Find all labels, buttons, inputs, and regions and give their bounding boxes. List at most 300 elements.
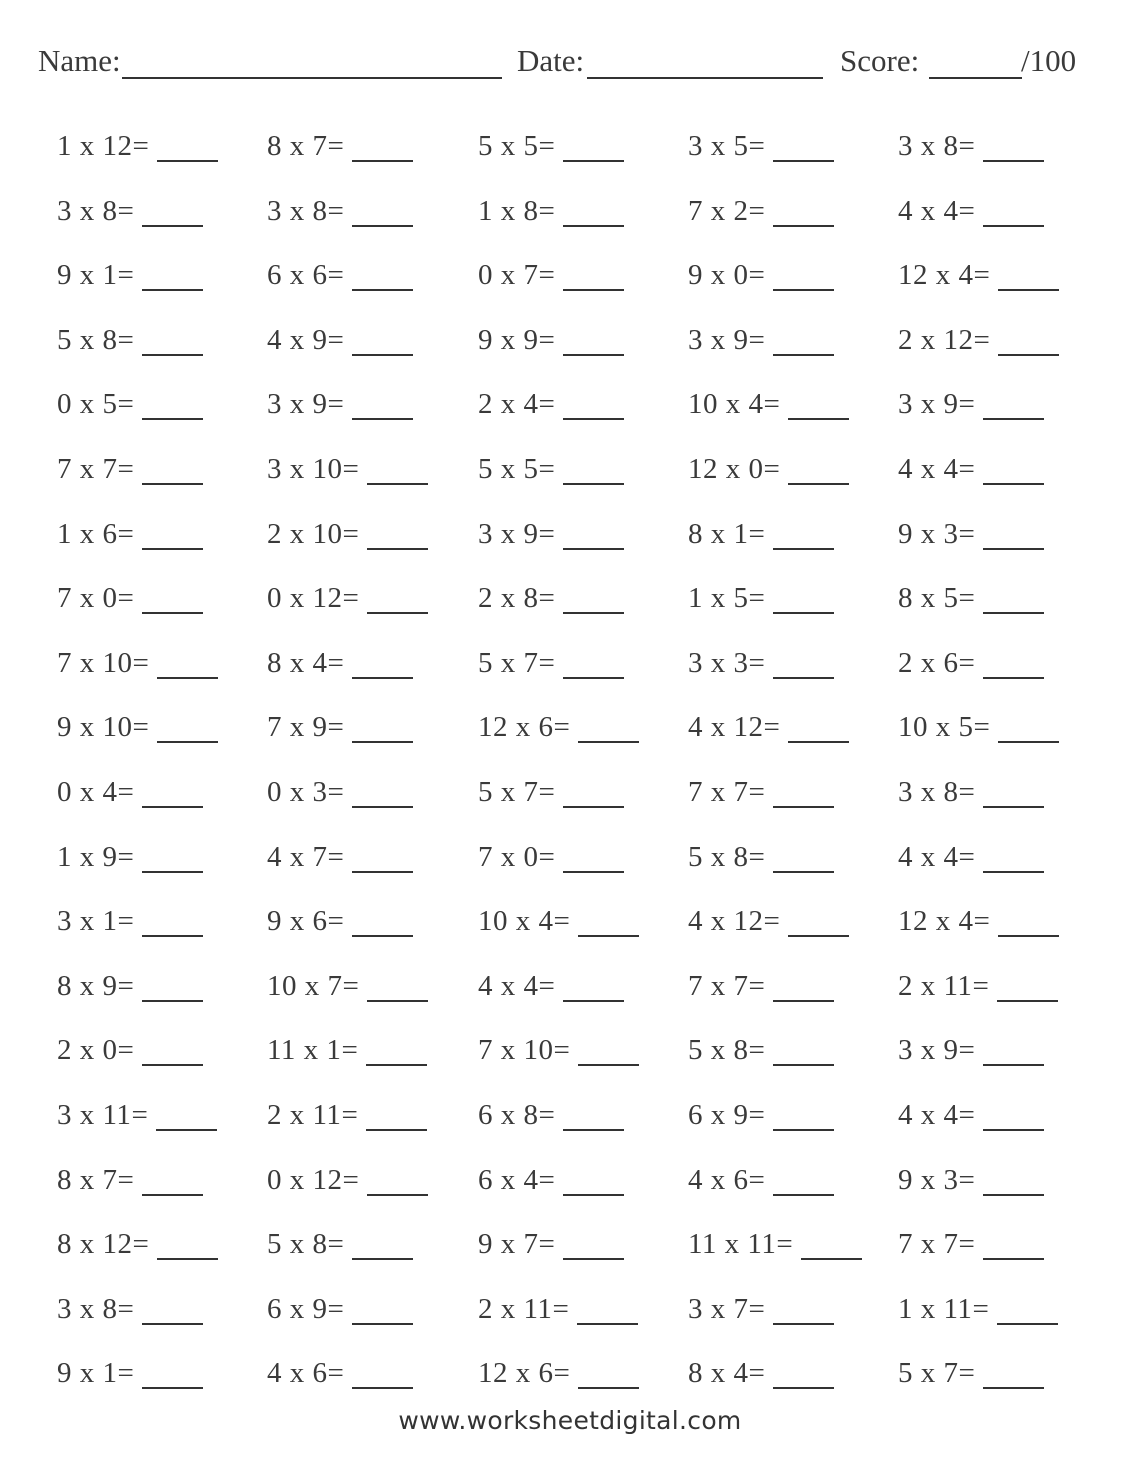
problem-item (57, 633, 257, 679)
problem-expression: 4 x 4 (898, 1099, 959, 1131)
equals-sign: = (776, 1228, 794, 1261)
problem-item (57, 1020, 257, 1067)
problem-expression: 6 x 4 (478, 1163, 539, 1196)
answer-blank[interactable] (998, 289, 1059, 291)
answer-blank[interactable] (563, 677, 624, 679)
answer-blank[interactable] (352, 935, 413, 937)
problem-item (57, 956, 257, 1002)
equals-sign: = (958, 582, 976, 615)
problem-item (688, 956, 888, 1002)
equals-sign: = (117, 905, 135, 938)
answer-blank[interactable] (983, 418, 1044, 420)
answer-blank[interactable] (773, 225, 834, 227)
answer-blank[interactable] (352, 354, 413, 356)
answer-blank[interactable] (142, 1000, 203, 1002)
equals-sign: = (117, 776, 135, 808)
equals-sign: = (748, 840, 766, 873)
problem-item (478, 1020, 678, 1067)
problem-expression: 3 x 10 (267, 453, 343, 485)
answer-blank[interactable] (998, 741, 1059, 743)
problem-expression: 3 x 7 (688, 1292, 749, 1325)
problem-item (688, 1214, 888, 1261)
problem-expression: 10 x 4 (478, 905, 554, 938)
answer-blank[interactable] (142, 225, 203, 227)
problem-grid (0, 100, 1140, 1390)
problem-item (267, 1150, 467, 1196)
equals-sign: = (132, 646, 150, 679)
date-line[interactable] (587, 77, 823, 79)
answer-blank[interactable] (788, 418, 849, 420)
problem-expression: 2 x 0 (57, 1034, 118, 1067)
answer-blank[interactable] (142, 935, 203, 937)
equals-sign: = (327, 388, 345, 421)
problem-item (267, 827, 467, 873)
equals-sign: = (538, 582, 556, 615)
problem-expression: 10 x 4 (688, 388, 764, 421)
problem-item (267, 633, 467, 679)
equals-sign: = (973, 711, 991, 744)
answer-blank[interactable] (367, 1194, 428, 1196)
equals-sign: = (553, 905, 571, 938)
equals-sign: = (748, 323, 766, 356)
answer-blank[interactable] (563, 160, 624, 162)
answer-blank[interactable] (983, 1387, 1044, 1389)
score-label: Score: (840, 43, 920, 78)
problem-item (478, 891, 678, 938)
problem-item (57, 1343, 257, 1390)
problem-item (267, 116, 467, 162)
problem-item (57, 891, 257, 938)
problem-item (478, 116, 678, 162)
equals-sign: = (763, 388, 781, 421)
problem-item (898, 1214, 1098, 1261)
problem-expression: 4 x 12 (688, 905, 764, 938)
problem-item (688, 245, 888, 292)
score-field (840, 43, 1100, 83)
equals-sign: = (117, 1292, 135, 1325)
answer-blank[interactable] (773, 871, 834, 873)
equals-sign: = (748, 259, 766, 292)
problem-expression: 4 x 4 (898, 194, 959, 227)
problem-item (267, 310, 467, 356)
answer-blank[interactable] (352, 160, 413, 162)
problem-item (478, 374, 678, 421)
answer-blank[interactable] (983, 871, 1044, 873)
answer-blank[interactable] (352, 677, 413, 679)
problem-item (478, 310, 678, 356)
problem-item (478, 1343, 678, 1390)
answer-blank[interactable] (773, 612, 834, 614)
problem-item (267, 504, 467, 550)
name-label: Name: (38, 43, 121, 78)
problem-expression: 5 x 5 (478, 453, 539, 485)
problem-expression: 3 x 9 (688, 323, 749, 356)
problem-item (688, 568, 888, 615)
problem-item (57, 439, 257, 485)
equals-sign: = (538, 323, 556, 356)
answer-blank[interactable] (142, 612, 203, 614)
problem-expression: 4 x 4 (898, 453, 959, 485)
answer-blank[interactable] (773, 677, 834, 679)
equals-sign: = (117, 453, 135, 485)
answer-blank[interactable] (563, 354, 624, 356)
problem-expression: 9 x 0 (688, 259, 749, 292)
problem-expression: 2 x 11 (267, 1099, 342, 1131)
answer-blank[interactable] (563, 612, 624, 614)
name-line[interactable] (122, 77, 502, 79)
answer-blank[interactable] (142, 548, 203, 550)
answer-blank[interactable] (157, 1258, 218, 1260)
answer-blank[interactable] (997, 1000, 1058, 1002)
answer-blank[interactable] (142, 1323, 203, 1325)
answer-blank[interactable] (577, 1323, 638, 1325)
problem-item (898, 1020, 1098, 1067)
equals-sign: = (538, 776, 556, 808)
problem-expression: 12 x 4 (898, 905, 974, 938)
equals-sign: = (748, 130, 766, 162)
problem-item (898, 1343, 1098, 1390)
equals-sign: = (763, 711, 781, 744)
equals-sign: = (553, 1357, 571, 1390)
answer-blank[interactable] (773, 289, 834, 291)
equals-sign: = (973, 323, 991, 356)
problem-expression: 3 x 8 (898, 776, 959, 808)
answer-blank[interactable] (563, 871, 624, 873)
answer-blank[interactable] (352, 1323, 413, 1325)
answer-blank[interactable] (773, 354, 834, 356)
equals-sign: = (117, 517, 135, 550)
equals-sign: = (538, 453, 556, 485)
answer-blank[interactable] (983, 612, 1044, 614)
problem-item (267, 891, 467, 938)
problem-item (478, 245, 678, 292)
answer-blank[interactable] (142, 354, 203, 356)
answer-blank[interactable] (563, 225, 624, 227)
problem-expression: 4 x 4 (898, 840, 959, 873)
equals-sign: = (117, 259, 135, 292)
problem-item (478, 1085, 678, 1131)
problem-expression: 4 x 7 (267, 840, 328, 873)
problem-expression: 0 x 4 (57, 776, 118, 808)
answer-blank[interactable] (563, 483, 624, 485)
answer-blank[interactable] (983, 1194, 1044, 1196)
problem-expression: 3 x 9 (478, 517, 539, 550)
problem-item (267, 762, 467, 808)
answer-blank[interactable] (563, 1258, 624, 1260)
answer-blank[interactable] (157, 741, 218, 743)
equals-sign: = (327, 259, 345, 292)
answer-blank[interactable] (367, 1000, 428, 1002)
answer-blank[interactable] (773, 1194, 834, 1196)
problem-expression: 3 x 1 (57, 905, 118, 938)
equals-sign: = (327, 1292, 345, 1325)
problem-expression: 3 x 8 (57, 194, 118, 227)
equals-sign: = (973, 259, 991, 292)
answer-blank[interactable] (983, 548, 1044, 550)
answer-blank[interactable] (352, 1387, 413, 1389)
problem-expression: 1 x 12 (57, 130, 133, 162)
answer-blank[interactable] (563, 1194, 624, 1196)
problem-item (57, 504, 257, 550)
answer-blank[interactable] (983, 677, 1044, 679)
answer-blank[interactable] (578, 935, 639, 937)
answer-blank[interactable] (352, 418, 413, 420)
problem-expression: 7 x 10 (478, 1034, 554, 1067)
answer-blank[interactable] (142, 1194, 203, 1196)
equals-sign: = (538, 646, 556, 679)
problem-expression: 3 x 9 (267, 388, 328, 421)
problem-item (898, 1085, 1098, 1131)
problem-expression: 0 x 3 (267, 776, 328, 808)
problem-item (688, 633, 888, 679)
problem-expression: 7 x 7 (898, 1228, 959, 1261)
problem-item (478, 633, 678, 679)
problem-expression: 12 x 6 (478, 711, 554, 744)
problem-expression: 11 x 1 (267, 1034, 342, 1067)
answer-blank[interactable] (773, 1129, 834, 1131)
problem-expression: 3 x 11 (57, 1099, 132, 1131)
problem-expression: 3 x 5 (688, 130, 749, 162)
answer-blank[interactable] (773, 1387, 834, 1389)
answer-blank[interactable] (773, 160, 834, 162)
problem-expression: 3 x 8 (898, 130, 959, 162)
answer-blank[interactable] (788, 741, 849, 743)
answer-blank[interactable] (773, 1064, 834, 1066)
answer-blank[interactable] (352, 225, 413, 227)
equals-sign: = (958, 1099, 976, 1131)
problem-item (267, 956, 467, 1002)
problem-item (267, 439, 467, 485)
answer-blank[interactable] (352, 289, 413, 291)
equals-sign: = (327, 646, 345, 679)
problem-expression: 2 x 11 (898, 969, 973, 1002)
answer-blank[interactable] (366, 1129, 427, 1131)
problem-expression: 2 x 10 (267, 517, 343, 550)
answer-blank[interactable] (367, 548, 428, 550)
answer-blank[interactable] (563, 1000, 624, 1002)
problem-item (57, 568, 257, 615)
equals-sign: = (748, 1163, 766, 1196)
problem-expression: 2 x 4 (478, 388, 539, 421)
problem-item (267, 181, 467, 227)
equals-sign: = (538, 130, 556, 162)
problem-item (688, 1343, 888, 1390)
answer-blank[interactable] (773, 806, 834, 808)
equals-sign: = (327, 776, 345, 808)
problem-item (57, 116, 257, 162)
answer-blank[interactable] (563, 1129, 624, 1131)
equals-sign: = (327, 323, 345, 356)
problem-expression: 4 x 9 (267, 323, 328, 356)
problem-expression: 2 x 12 (898, 323, 974, 356)
equals-sign: = (958, 388, 976, 421)
answer-blank[interactable] (367, 483, 428, 485)
answer-blank[interactable] (157, 160, 218, 162)
problem-item (57, 827, 257, 873)
answer-blank[interactable] (142, 1387, 203, 1389)
answer-blank[interactable] (563, 418, 624, 420)
equals-sign: = (958, 840, 976, 873)
problem-expression: 8 x 1 (688, 517, 749, 550)
problem-item (267, 1343, 467, 1390)
answer-blank[interactable] (142, 483, 203, 485)
problem-item (267, 697, 467, 744)
equals-sign: = (117, 388, 135, 421)
problem-item (688, 891, 888, 938)
problem-expression: 10 x 5 (898, 711, 974, 744)
answer-blank[interactable] (788, 483, 849, 485)
answer-blank[interactable] (983, 483, 1044, 485)
problem-item (478, 439, 678, 485)
problem-expression: 12 x 4 (898, 259, 974, 292)
equals-sign: = (538, 1099, 556, 1131)
equals-sign: = (132, 711, 150, 744)
equals-sign: = (132, 130, 150, 162)
problem-expression: 9 x 9 (478, 323, 539, 356)
problem-expression: 7 x 7 (688, 776, 749, 808)
problem-expression: 0 x 12 (267, 1163, 343, 1196)
problem-expression: 8 x 7 (57, 1163, 118, 1196)
footer-url: www.worksheetdigital.com (398, 1406, 742, 1435)
answer-blank[interactable] (142, 806, 203, 808)
problem-item (478, 827, 678, 873)
equals-sign: = (117, 1357, 135, 1390)
problem-item (688, 697, 888, 744)
answer-blank[interactable] (983, 160, 1044, 162)
problem-item (688, 504, 888, 550)
answer-blank[interactable] (773, 548, 834, 550)
answer-blank[interactable] (563, 548, 624, 550)
problem-expression: 1 x 11 (898, 1292, 973, 1325)
problem-expression: 3 x 9 (898, 388, 959, 421)
equals-sign: = (958, 646, 976, 679)
problem-expression: 4 x 6 (267, 1357, 328, 1390)
answer-blank[interactable] (352, 871, 413, 873)
problem-item (57, 697, 257, 744)
answer-blank[interactable] (983, 1129, 1044, 1131)
equals-sign: = (341, 1099, 359, 1131)
equals-sign: = (327, 1357, 345, 1390)
problem-item (478, 1214, 678, 1261)
problem-item (898, 181, 1098, 227)
problem-item (57, 1085, 257, 1131)
equals-sign: = (958, 1034, 976, 1067)
equals-sign: = (327, 840, 345, 873)
answer-blank[interactable] (998, 354, 1059, 356)
answer-blank[interactable] (801, 1258, 862, 1260)
equals-sign: = (117, 323, 135, 356)
score-total: /100 (1021, 43, 1077, 78)
answer-blank[interactable] (563, 289, 624, 291)
problem-item (57, 1279, 257, 1325)
worksheet-header (0, 0, 1140, 100)
equals-sign: = (972, 1292, 990, 1325)
answer-blank[interactable] (578, 1387, 639, 1389)
problem-item (688, 827, 888, 873)
equals-sign: = (763, 905, 781, 938)
answer-blank[interactable] (142, 1064, 203, 1066)
equals-sign: = (552, 1292, 570, 1325)
problem-item (267, 374, 467, 421)
problem-item (267, 1279, 467, 1325)
answer-blank[interactable] (367, 612, 428, 614)
problem-expression: 5 x 8 (57, 323, 118, 356)
equals-sign: = (958, 517, 976, 550)
equals-sign: = (342, 517, 360, 550)
answer-blank[interactable] (983, 1064, 1044, 1066)
problem-expression: 5 x 8 (688, 840, 749, 873)
equals-sign: = (748, 1099, 766, 1131)
problem-expression: 7 x 2 (688, 194, 749, 227)
answer-blank[interactable] (983, 1258, 1044, 1260)
equals-sign: = (327, 130, 345, 162)
answer-blank[interactable] (578, 741, 639, 743)
equals-sign: = (342, 1163, 360, 1196)
problem-expression: 8 x 9 (57, 969, 118, 1002)
problem-item (57, 1214, 257, 1261)
answer-blank[interactable] (352, 741, 413, 743)
answer-blank[interactable] (563, 806, 624, 808)
problem-expression: 6 x 9 (267, 1292, 328, 1325)
answer-blank[interactable] (142, 289, 203, 291)
answer-blank[interactable] (156, 1129, 217, 1131)
equals-sign: = (342, 969, 360, 1002)
equals-sign: = (973, 905, 991, 938)
equals-sign: = (538, 194, 556, 227)
answer-blank[interactable] (983, 225, 1044, 227)
equals-sign: = (958, 1228, 976, 1261)
problem-item (267, 1085, 467, 1131)
problem-item (898, 504, 1098, 550)
answer-blank[interactable] (578, 1064, 639, 1066)
problem-expression: 9 x 7 (478, 1228, 539, 1261)
problem-expression: 6 x 8 (478, 1099, 539, 1131)
equals-sign: = (748, 776, 766, 808)
problem-expression: 8 x 4 (688, 1357, 749, 1390)
problem-item (898, 697, 1098, 744)
answer-blank[interactable] (157, 677, 218, 679)
answer-blank[interactable] (366, 1064, 427, 1066)
equals-sign: = (131, 1099, 149, 1131)
answer-blank[interactable] (983, 806, 1044, 808)
problem-item (898, 245, 1098, 292)
answer-blank[interactable] (788, 935, 849, 937)
equals-sign: = (538, 969, 556, 1002)
problem-expression: 11 x 11 (688, 1228, 777, 1261)
answer-blank[interactable] (997, 1323, 1058, 1325)
problem-expression: 3 x 8 (267, 194, 328, 227)
answer-blank[interactable] (352, 806, 413, 808)
problem-expression: 4 x 12 (688, 711, 764, 744)
equals-sign: = (327, 905, 345, 938)
problem-expression: 5 x 5 (478, 130, 539, 162)
problem-item (267, 568, 467, 615)
problem-item (688, 1085, 888, 1131)
answer-blank[interactable] (773, 1000, 834, 1002)
answer-blank[interactable] (998, 935, 1059, 937)
problem-item (898, 891, 1098, 938)
answer-blank[interactable] (352, 1258, 413, 1260)
score-line[interactable] (929, 77, 1022, 79)
equals-sign: = (748, 517, 766, 550)
answer-blank[interactable] (142, 871, 203, 873)
equals-sign: = (958, 453, 976, 485)
answer-blank[interactable] (142, 418, 203, 420)
problem-item (57, 1150, 257, 1196)
problem-item (898, 568, 1098, 615)
answer-blank[interactable] (773, 1323, 834, 1325)
problem-expression: 10 x 7 (267, 969, 343, 1002)
